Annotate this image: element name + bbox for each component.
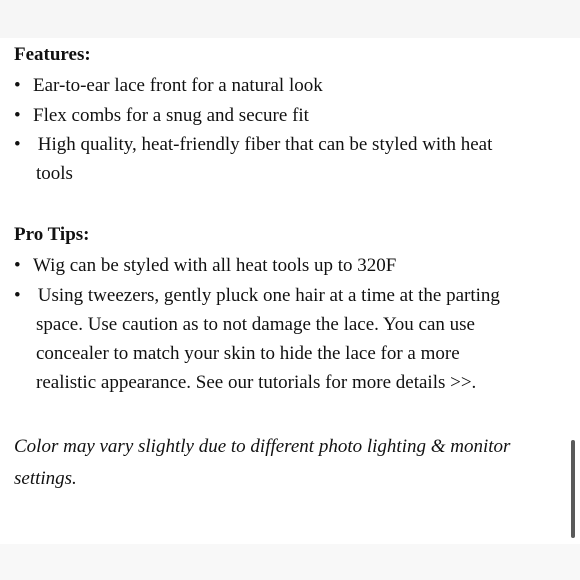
pro-tip-item-1: Wig can be styled with all heat tools up to 320F [33, 255, 397, 276]
bullet-glyph: • [14, 105, 21, 126]
bottom-band [0, 544, 580, 580]
color-disclaimer-line-1: Color may vary slightly due to different photo lighting & monitor [14, 436, 511, 457]
bullet-glyph: • [14, 134, 21, 155]
bullet-glyph: • [14, 75, 21, 96]
feature-item-3-line-2: tools [36, 163, 73, 184]
feature-item-1: Ear-to-ear lace front for a natural look [33, 75, 323, 96]
pro-tips-heading: Pro Tips: [14, 224, 90, 245]
feature-item-3-line-1: High quality, heat-friendly fiber that can be styled with heat [33, 134, 493, 155]
bullet-glyph: • [14, 285, 21, 306]
features-heading: Features: [14, 44, 91, 65]
top-band [0, 0, 580, 38]
bullet-glyph: • [14, 255, 21, 276]
feature-item-2: Flex combs for a snug and secure fit [33, 105, 309, 126]
pro-tip-item-2-line-1: Using tweezers, gently pluck one hair at a time at the parting [33, 285, 500, 306]
pro-tip-item-2-line-3: concealer to match your skin to hide the lace for a more [36, 343, 460, 364]
scrollbar-thumb[interactable] [571, 440, 575, 538]
pro-tip-item-2-line-2: space. Use caution as to not damage the lace. You can use [36, 314, 475, 335]
color-disclaimer-line-2: settings. [14, 468, 77, 489]
pro-tip-item-2-line-4: realistic appearance. See our tutorials for more details >>. [36, 372, 477, 393]
